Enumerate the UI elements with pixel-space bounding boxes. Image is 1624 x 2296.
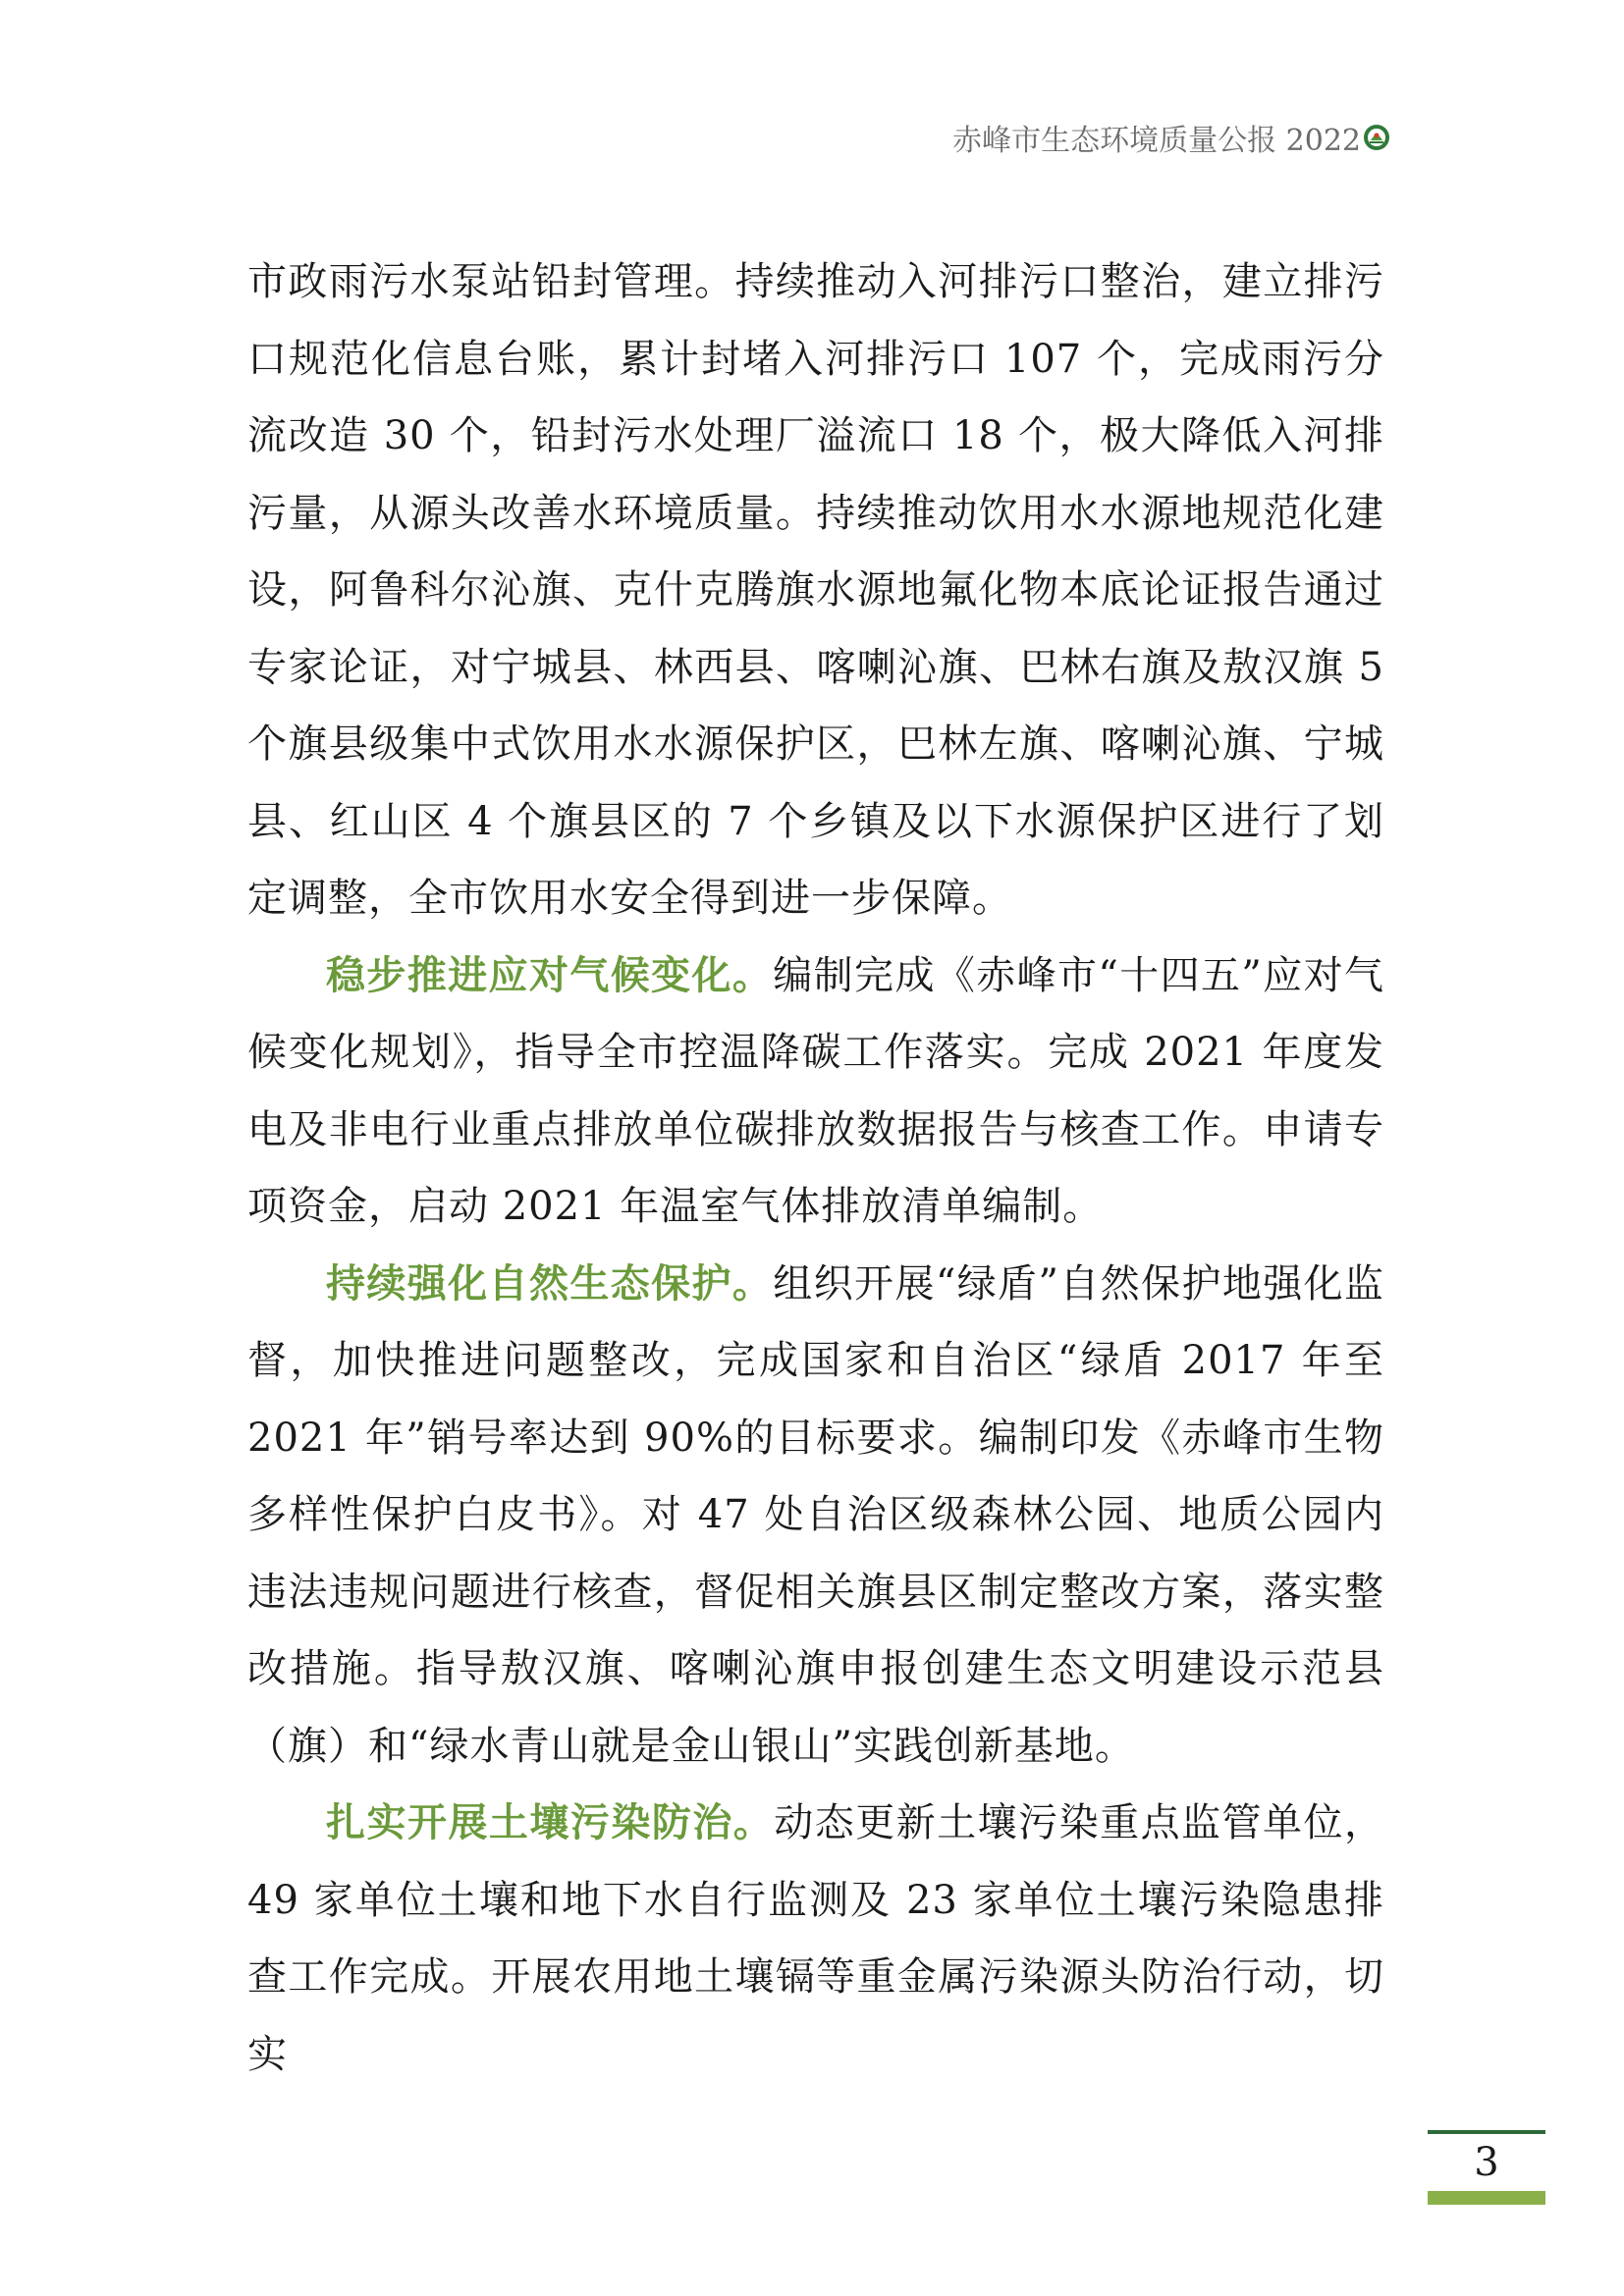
paragraph-climate [247, 937, 1384, 1246]
paragraph-text: 市政雨污水泵站铅封管理。持续推动入河排污口整治，建立排污口规范化信息台账，累计封堵入河排污口 107 个，完成雨污分流改造 30 个，铅封污水处理厂溢流口 18 个，极大降低入河排污量，从源头改善水环境质量。持续推动饮用水水源地规范化建设，阿鲁科尔沁旗、克什克腾旗水源地氟化物本底论证报告通过专家论证，对宁城县、林西县、喀喇沁旗、巴林右旗及敖汉旗 5 个旗县级集中式饮用水水源保护区，巴林左旗、喀喇沁旗、宁城县、红山区 4 个旗县区的 7 个乡镇及以下水源保护区进行了划定调整，全市饮用水安全得到进一步保障。 [247, 259, 1384, 921]
page-number: 3 [1474, 2140, 1499, 2185]
paragraph-soil [247, 1785, 1384, 2093]
page-number-bar [1428, 2191, 1545, 2205]
page-number-block [1428, 2130, 1545, 2205]
paragraph-lead: 扎实开展土壤污染防治。 [326, 1799, 775, 1845]
paragraph-text: 组织开展“绿盾”自然保护地强化监督，加快推进问题整改，完成国家和自治区“绿盾 2017 年至 2021 年”销号率达到 90%的目标要求。编制印发《赤峰市生物多样性保护白皮书》。对 47 处自治区级森林公园、地质公园内违法违规问题进行核查，督促相关旗县区制定整改方案，落实整改措施。指导敖汉旗、喀喇沁旗申报创建生态文明建设示范县（旗）和“绿水青山就是金山银山”实践创新基地。 [247, 1260, 1385, 1769]
paragraph-lead: 持续强化自然生态保护。 [326, 1259, 774, 1307]
header-title: 赤峰市生态环境质量公报 2022 [952, 124, 1361, 158]
ecology-emblem-icon [1363, 124, 1390, 151]
paragraph-lead: 稳步推进应对气候变化。 [326, 951, 774, 998]
paragraph-text: 动态更新土壤污染重点监管单位，49 家单位土壤和地下水自行监测及 23 家单位土壤污染隐患排查工作完成。开展农用地土壤镉等重金属污染源头防治行动，切实 [247, 1800, 1385, 2077]
page-header [952, 116, 1390, 159]
document-body [247, 243, 1384, 2093]
paragraph-ecology [247, 1246, 1384, 1786]
paragraph-text: 编制完成《赤峰市“十四五”应对气候变化规划》，指导全市控温降碳工作落实。完成 2021 年度发电及非电行业重点排放单位碳排放数据报告与核查工作。申请专项资金，启动 2021 年温室气体排放清单编制。 [247, 952, 1385, 1229]
page-number-rule [1428, 2130, 1545, 2134]
paragraph-water [247, 243, 1384, 937]
